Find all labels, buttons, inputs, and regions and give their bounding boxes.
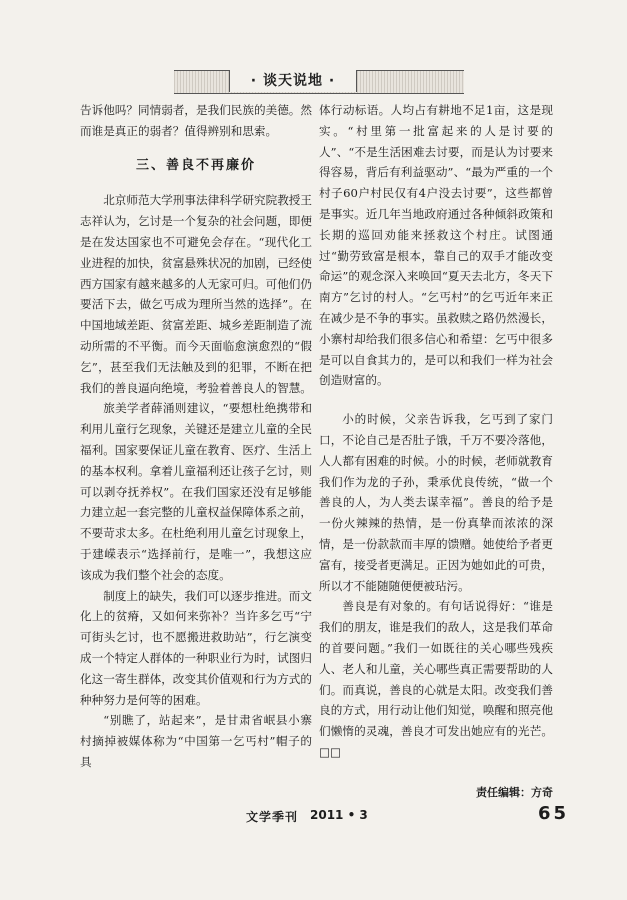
section-label: · 谈天说地 · xyxy=(229,70,357,92)
body-paragraph: “别瞧了，站起来”，是甘肃省岷县小寨村摘掉被媒体称为“中国第一乞丐村”帽子的具 xyxy=(80,713,312,769)
intro-paragraph: 告诉他吗？同情弱者，是我们民族的美德。然而谁是真正的弱者？值得辨别和思索。 xyxy=(80,103,312,138)
continued-paragraph: 体行动标语。人均占有耕地不足1亩，这是现实。“村里第一批富起来的人是讨要的人”、“不是生活困难去讨要，而是认为讨要来得容易，背后有利益驱动”、“最为严重的一个村子60户村民仅有4户没去讨要”，这些都曾是事实。近几年当地政府通过各种倾斜政策和长期的巡回劝能来拯救这个村庄。试图通过“勤劳致富是根本，靠自己的双手才能改变命运”的观念深入来唤回“夏天去北方，冬天下南方”乞讨的村人。“乞丐村”的乞丐近年来正在减少是不争的事实。虽救赎之路仍然漫长，小寨村却给我们很多信心和希望：乞丐中很多是可以自食其力的，是可以和我们一样为社会创造财富的。 xyxy=(319,103,553,388)
editor-credit: 责任编辑：方奇 xyxy=(476,785,553,799)
section-heading: 三、善良不再廉价 xyxy=(135,157,256,173)
body-paragraph: 制度上的缺失，我们可以逐步推进。而文化上的贫瘠，又如何来弥补？当许多乞丐“宁可街头乞讨，也不愿搬进救助站”，行乞演变成一个特定人群体的一种职业行为时，试图归化这一寄生群体，改变其价值观和行为方式的种种努力是何等的困难。 xyxy=(80,588,312,707)
paragraph-gap xyxy=(319,391,553,409)
body-paragraph: 旅美学者薛涌则建议，“要想杜绝携带和利用儿童行乞现象，关键还是建立儿童的全民福利。国家要保证儿童在教育、医疗、生活上的基本权利。拿着儿童福利还让孩子乞讨，则可以剥夺抚养权”。在我们国家还没有足够能力建立起一套完整的儿童权益保障体系之前，不要苛求太多。在杜绝利用儿童乞讨现象上，于建嵘表示“选择前行，是唯一”，我想这应该成为我们整个社会的态度。 xyxy=(80,401,312,582)
footer-journal-name: 文学季刊 xyxy=(246,810,299,824)
body-paragraph: 北京师范大学刑事法律科学研究院教授王志祥认为，乞讨是一个复杂的社会问题，即便是在发达国家也不可避免会存在。“现代化工业进程的加快，贫富悬殊状况的加剧，已经使西方国家有越来越多的人无家可归。可他们仍要活下去，做乞丐成为理所当然的选择”。在中国地域差距、贫富差距、城乡差距制造了流动所需的不平衡。而今天面临愈演愈烈的“假乞”，甚至我们无法触及到的犯罪，不断在把我们的善良逼向绝境，考验着善良人的智慧。 xyxy=(80,193,312,395)
right-column xyxy=(319,100,553,804)
footer-issue: 2011 • 3 xyxy=(310,808,368,822)
body-paragraph: 小的时候，父亲告诉我，乞丐到了家门口，不论自己是否肚子饿，千万不要冷落他，人人都有困难的时候。小的时候，老师就教育我们作为龙的子孙，秉承优良传统，“做一个善良的人，为人类去谋幸福”。善良的给予是一份火辣辣的热情，是一份真挚而浓浓的深情，是一份款款而丰厚的馈赠。她使给予者更富有，接受者更满足。正因为她如此的可贵，所以才不能随随便便被玷污。 xyxy=(319,412,553,593)
left-column xyxy=(80,100,312,773)
body-paragraph: 善良是有对象的。有句话说得好：“谁是我们的朋友，谁是我们的敌人，这是我们革命的首要问题。”我们一如既往的关心哪些残疾人、老人和儿童，关心哪些真正需要帮助的人们。而真说，善良的心就是太阳。改变我们善良的方式，用行动让他们知觉，唤醒和照亮他们懒惰的灵魂，善良才可发出她应有的光芒。□□ xyxy=(319,599,553,759)
page-number: 65 xyxy=(538,803,570,824)
